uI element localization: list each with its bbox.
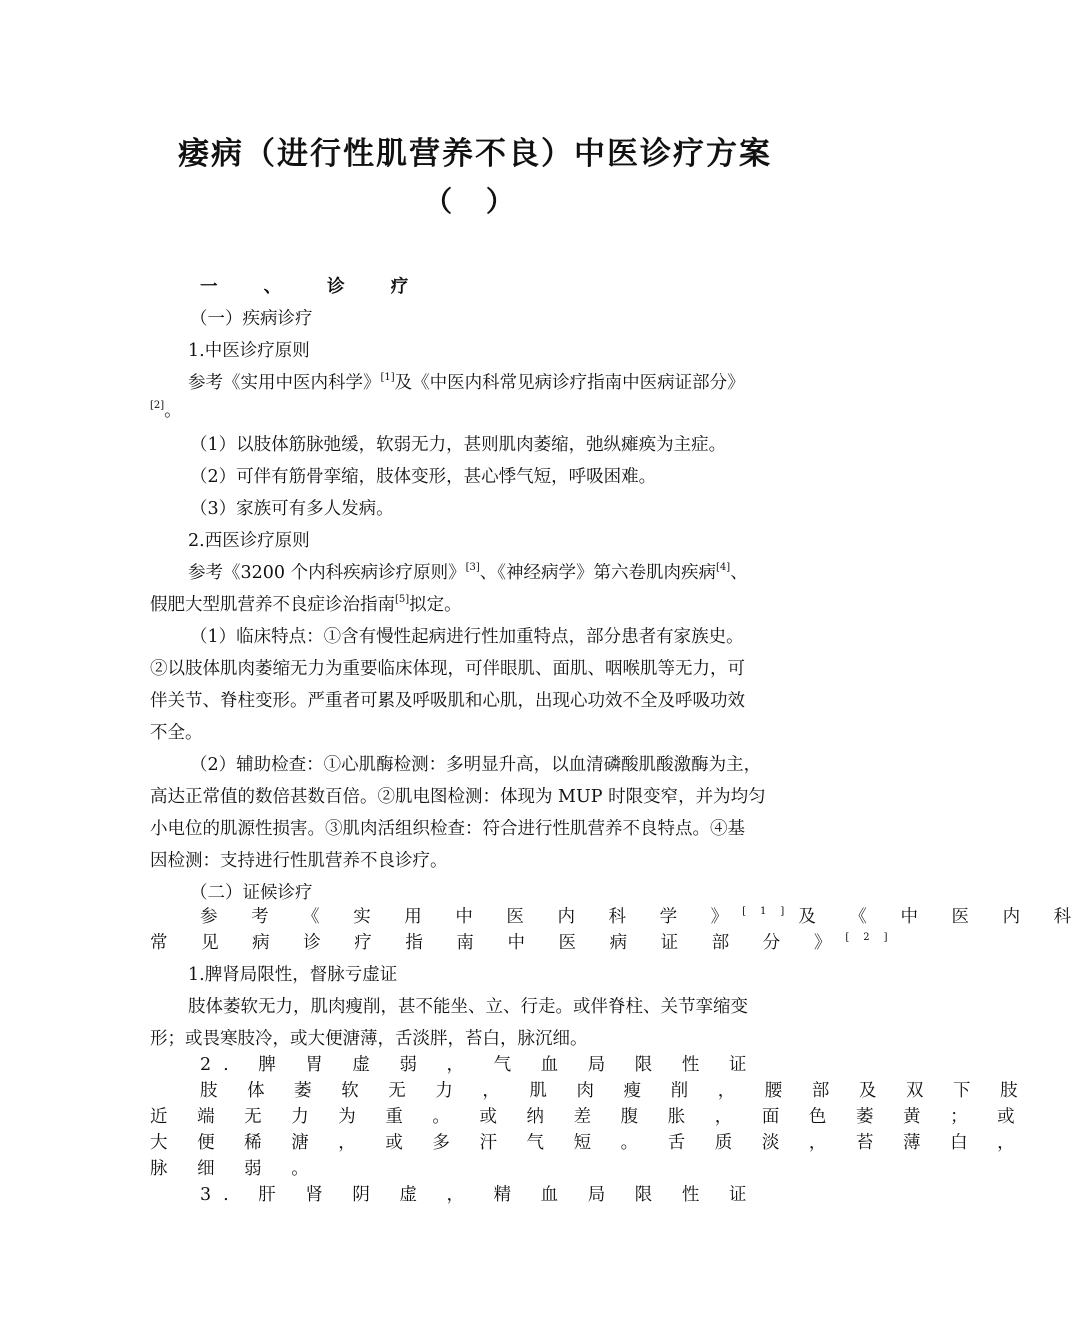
paragraph-line: 形；或畏寒肢冷，或大便溏薄，舌淡胖，苔白，脉沉细。 [150, 1029, 588, 1049]
paragraph-line: （1）以肢体筋脉弛缓，软弱无力，甚则肌肉萎缩，弛纵瘫痪为主症。 [190, 435, 727, 455]
document-title: 痿病（进行性肌营养不良）中医诊疗方案 [178, 136, 772, 172]
paragraph-line: 不全。 [150, 723, 203, 743]
citation: [1] [742, 906, 799, 917]
paragraph-line: ②以肢体肌肉萎缩无力为重要临床体现，可伴眼肌、面肌、咽喉肌等无力，可 [150, 659, 745, 679]
paragraph-line: 因检测：支持进行性肌营养不良诊疗。 [150, 851, 448, 871]
citation: [2] [150, 400, 165, 411]
subsection-heading: 1.中医诊疗原则 [188, 341, 310, 361]
paragraph-line: 大 便 稀 溏 ， 或 多 汗 气 短 。 舌 质 淡 ， 苔 薄 白 ， [150, 1133, 1027, 1153]
paragraph-line: 伴关节、脊柱变形。严重者可累及呼吸肌和心肌，出现心功效不全及呼吸功效 [150, 691, 745, 711]
paragraph-line: 小电位的肌源性损害。③肌肉活组织检查：符合进行性肌营养不良特点。④基 [150, 819, 745, 839]
citation: [3] [465, 562, 480, 573]
paragraph-line: 参考《实用中医内科学》[1]及《中医内科常见病诊疗指南中医病证部分》 [188, 372, 745, 393]
paragraph-line: 近 端 无 力 为 重 。 或 纳 差 腹 胀 ， 面 色 萎 黄 ； 或 [150, 1107, 1027, 1127]
paragraph-line: [2]。 [150, 400, 182, 421]
citation: [1] [380, 372, 395, 383]
paragraph-line: 肢 体 萎 软 无 力 ， 肌 肉 瘦 削 ， 腰 部 及 双 下 肢 [200, 1081, 1030, 1101]
subsection-heading: 2.西医诊疗原则 [188, 531, 310, 551]
paragraph-line: 高达正常值的数倍甚数百倍。②肌电图检测：体现为 MUP 时限变窄，并为均匀 [150, 787, 766, 807]
paragraph-line: （1）临床特点：①含有慢性起病进行性加重特点，部分患者有家族史。 [190, 627, 744, 647]
citation: [2] [845, 932, 902, 943]
citation: [4] [716, 562, 731, 573]
subsection-heading: （一）疾病诊疗 [190, 309, 313, 329]
paragraph-line: 假肥大型肌营养不良症诊治指南[5]拟定。 [150, 594, 462, 615]
citation: [5] [395, 594, 410, 605]
subsection-heading: （二）证候诊疗 [190, 883, 313, 903]
document-title-year: （ ） [424, 185, 526, 218]
paragraph-line: （2）可伴有筋骨挛缩，肢体变形，甚心悸气短，呼吸困难。 [190, 467, 657, 487]
paragraph-line: 参考《3200 个内科疾病诊疗原则》[3]、《神经病学》第六卷肌肉疾病[4]、 [188, 562, 748, 583]
paragraph-line: （2）辅助检查：①心肌酶检测：多明显升高，以血清磷酸肌酸激酶为主， [190, 755, 762, 775]
paragraph-line: 参 考 《 实 用 中 医 内 科 学 》[1]及 《 中 医 内 科 [200, 906, 1085, 927]
paragraph-line: （3）家族可有多人发病。 [190, 499, 394, 519]
section-heading: 一 、 诊 疗 [200, 277, 429, 297]
subsection-heading: 2. 脾 胃 虚 弱 ， 气 血 局 限 性 证 [200, 1055, 759, 1075]
paragraph-line: 常 见 病 诊 疗 指 南 中 医 病 证 部 分 》[2] [150, 932, 902, 953]
paragraph-line: 肢体萎软无力，肌肉瘦削，甚不能坐、立、行走。或伴脊柱、关节挛缩变 [188, 997, 748, 1017]
subsection-heading: 1.脾肾局限性，督脉亏虚证 [188, 965, 398, 985]
subsection-heading: 3. 肝 肾 阴 虚 ， 精 血 局 限 性 证 [200, 1185, 759, 1205]
paragraph-line: 脉 细 弱 。 [150, 1159, 321, 1179]
